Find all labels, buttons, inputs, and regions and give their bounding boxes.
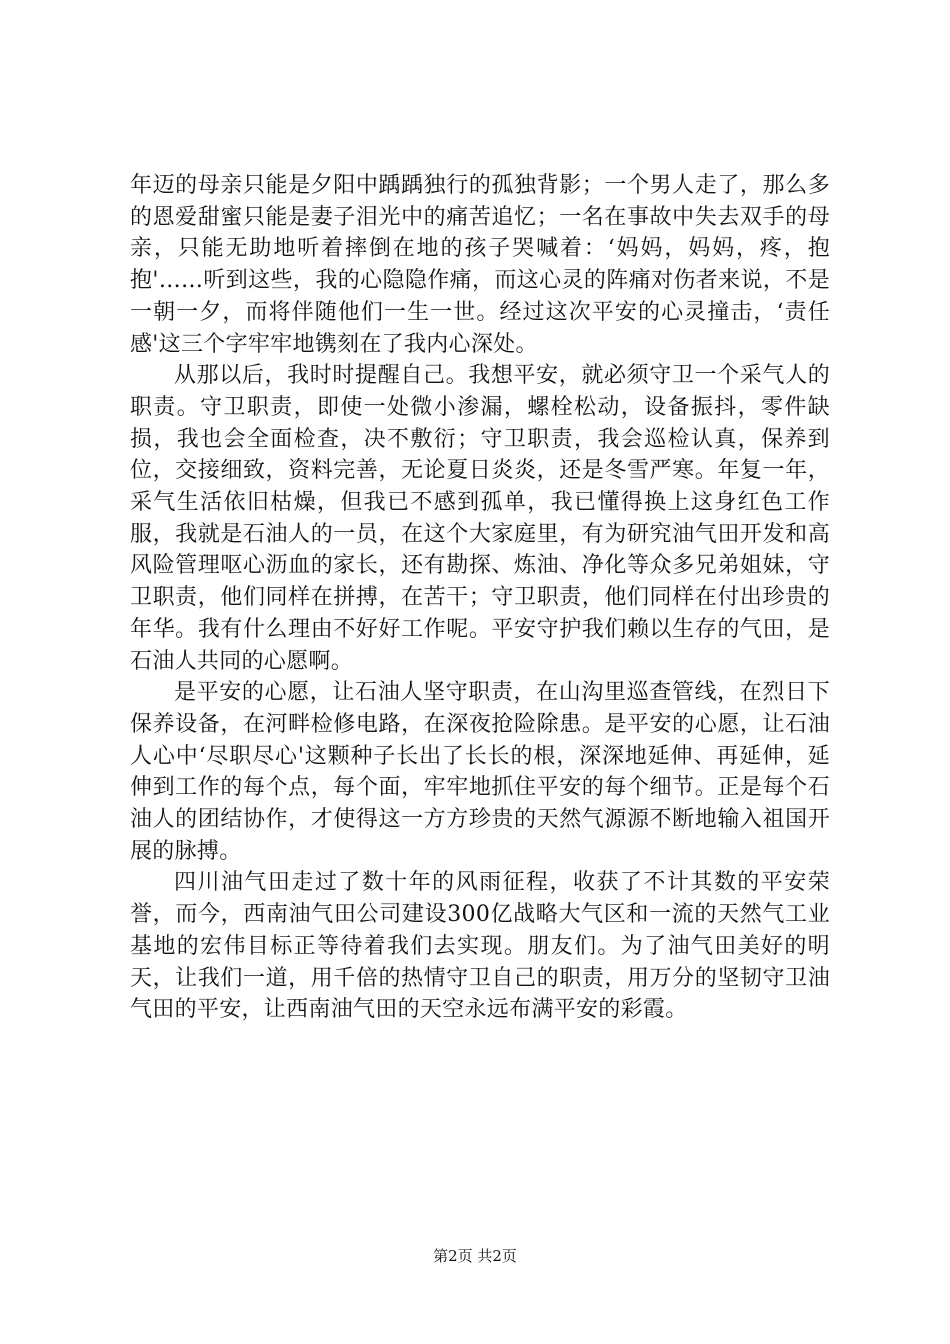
paragraph-conclusion: 四川油气田走过了数十年的风雨征程，收获了不计其数的平安荣誉，而今，西南油气田公司建设300亿战略大气区和一流的天然气工业基地的宏伟目标正等待着我们去实现。朋友们。为了油气田美好的明天，让我们一道，用千倍的热情守卫自己的职责，用万分的坚韧守卫油气田的平安，让西南油气田的天空永远布满平安的彩霞。 bbox=[130, 870, 830, 1023]
page-number-footer: 第2页 共2页 bbox=[433, 1247, 517, 1265]
paragraph-continued: 年迈的母亲只能是夕阳中踽踽独行的孤独背影；一个男人走了，那么多的恩爱甜蜜只能是妻子泪光中的痛苦追忆；一名在事故中失去双手的母亲，只能无助地听着摔倒在地的孩子哭喊着：‘妈妈，妈妈，疼，抱抱'……听到这些，我的心隐隐作痛，而这心灵的阵痛对伤者来说，不是一朝一夕，而将伴随他们一生一世。经过这次平安的心灵撞击，‘责任感'这三个字牢牢地镌刻在了我内心深处。 bbox=[130, 173, 830, 357]
document-body bbox=[130, 170, 830, 1026]
paragraph-duty: 从那以后，我时时提醒自己。我想平安，就必须守卫一个采气人的职责。守卫职责，即使一处微小渗漏，螺栓松动，设备振抖，零件缺损，我也会全面检查，决不敷衍；守卫职责，我会巡检认真，保养到位，交接细致，资料完善，无论夏日炎炎，还是冬雪严寒。年复一年，采气生活依旧枯燥，但我已不感到孤单，我已懂得换上这身红色工作服，我就是石油人的一员，在这个大家庭里，有为研究油气田开发和高风险管理呕心沥血的家长，还有勘探、炼油、净化等众多兄弟姐妹，守卫职责，他们同样在拼搏，在苦干；守卫职责，他们同样在付出珍贵的年华。我有什么理由不好好工作呢。平安守护我们赖以生存的气田，是石油人共同的心愿啊。 bbox=[130, 363, 830, 674]
paragraph-wish: 是平安的心愿，让石油人坚守职责，在山沟里巡查管线，在烈日下保养设备，在河畔检修电路，在深夜抢险除患。是平安的心愿，让石油人心中‘尽职尽心'这颗种子长出了长长的根，深深地延伸、再延伸，延伸到工作的每个点，每个面，牢牢地抓住平安的每个细节。正是每个石油人的团结协作，才使得这一方方珍贵的天然气源源不断地输入祖国开展的脉搏。 bbox=[130, 680, 830, 864]
